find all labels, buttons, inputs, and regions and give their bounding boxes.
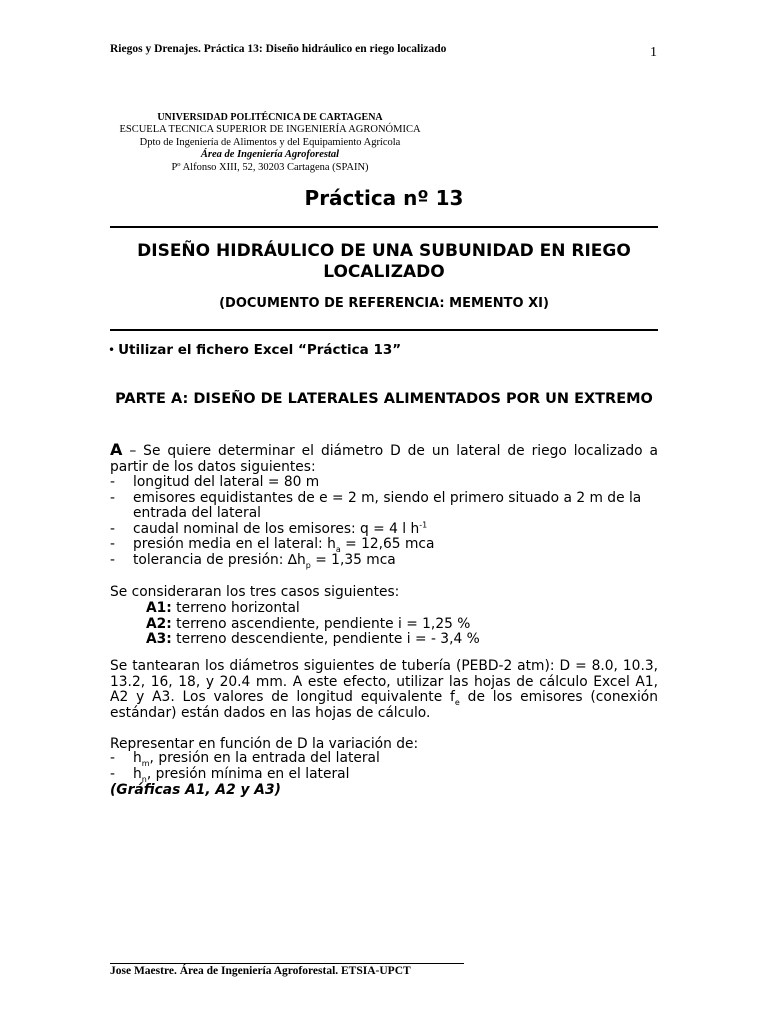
intro-text: – Se quiere determinar el diámetro D de un lateral de riego localizado a partir de los datos siguientes: — [110, 443, 658, 475]
list-item: - caudal nominal de los emisores: q = 4 l $h^{-1}$ — [110, 519, 428, 537]
list-item: - $h_m$, presión en la entrada del lateral — [110, 750, 380, 768]
diameters-paragraph: Se tantearan los diámetros siguientes de tubería (PEBD-2 atm): D = 8.0, 10.3, 13.2, 16, 18, y 20.4 mm. A este efecto, utilizar las hojas de cálculo Excel A1, A2 y A3. Los valores de longitud equivalente $f_e$ de los emisores (conexión estándar) están dados en las hojas de cálculo. — [110, 658, 658, 721]
list-item: - longitud del lateral = 80 m — [110, 474, 320, 490]
case-item: A1: terreno horizontal — [146, 600, 300, 616]
cases-intro: Se consideraran los tres casos siguientes: — [110, 584, 400, 600]
reference-document: (DOCUMENTO DE REFERENCIA: MEMENTO XI) — [219, 296, 549, 311]
list-item: - tolerancia de presión: $\Delta h_p = 1,35$ mca — [110, 551, 396, 570]
represent-intro: Representar en función de D la variación de: — [110, 736, 419, 752]
excel-instruction — [108, 342, 401, 358]
university-name: UNIVERSIDAD POLITÉCNICA DE CARTAGENA — [157, 112, 383, 123]
main-title: DISEÑO HIDRÁULICO DE UNA SUBUNIDAD EN RIEGO LOCALIZADO — [137, 241, 631, 282]
footer: Jose Maestre. Área de Ingeniería Agroforestal. ETSIA-UPCT — [110, 965, 411, 977]
title-divider-bottom — [110, 329, 658, 331]
running-header: Riegos y Drenajes. Práctica 13: Diseño hidráulico en riego localizado — [110, 43, 447, 55]
mean-pressure: presión media en el lateral: h — [133, 536, 336, 552]
list-item: - emisores equidistantes de e = 2 m, siendo el primero situado a 2 m de la entrada del lateral — [110, 489, 642, 521]
pressure-tolerance: tolerancia de presión: ∆h — [133, 551, 306, 568]
title-divider-top — [110, 226, 658, 228]
department-name: Dpto de Ingeniería de Alimentos y del Equipamiento Agrícola — [139, 136, 401, 148]
graphs-reference: (Gráficas A1, A2 y A3) — [110, 782, 281, 798]
institution-block — [110, 112, 430, 174]
lateral-length: longitud del lateral = 80 m — [133, 474, 320, 490]
data-list — [110, 475, 658, 568]
school-name: ESCUELA TECNICA SUPERIOR DE INGENIERÍA AGRONÓMICA — [119, 124, 421, 136]
case-item: A2: terreno ascendiente, pendiente i = 1,25 % — [146, 615, 471, 632]
represent-list — [110, 751, 658, 782]
part-a-title: PARTE A: DISEÑO DE LATERALES ALIMENTADOS POR UN EXTREMO — [115, 391, 653, 407]
page-number: 1 — [650, 45, 657, 60]
case-item: A3: terreno descendiente, pendiente i = - 3,4 % — [146, 631, 480, 647]
footer-divider — [110, 963, 464, 964]
intro-paragraph — [110, 442, 658, 475]
area-name: Área de Ingeniería Agroforestal — [200, 149, 340, 161]
cases-list — [146, 601, 480, 648]
list-item: - presión media en el lateral: $h_a = 12,65$ mca — [110, 536, 435, 554]
bullet-icon: • — [108, 343, 116, 357]
nominal-flow: caudal nominal de los emisores: q = 4 l h — [133, 520, 420, 537]
list-item: - $h_n$, presión mínima en el lateral — [110, 765, 350, 784]
address: Pº Alfonso XIII, 52, 30203 Cartagena (SPAIN) — [171, 161, 369, 173]
practice-title: Práctica nº 13 — [304, 186, 464, 210]
excel-instruction-text: Utilizar el fichero Excel “Práctica 13” — [118, 342, 402, 358]
emitter-spacing: emisores equidistantes de e = 2 m, siendo el primero situado a 2 m de la entrada del lateral — [133, 489, 642, 521]
section-letter: A — [110, 440, 123, 459]
